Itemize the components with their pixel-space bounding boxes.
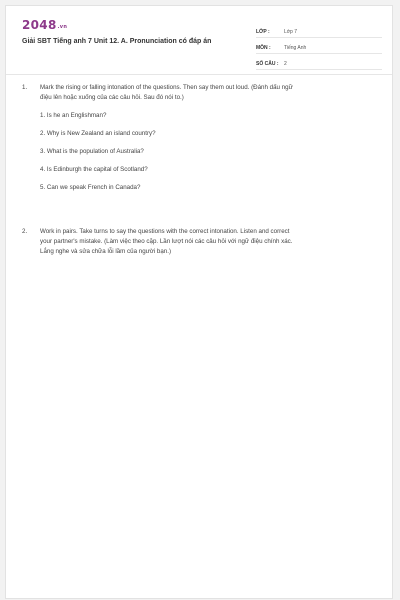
meta-value-subject: Tiếng Anh (284, 45, 307, 51)
list-item: 4. Is Edinburgh the capital of Scotland? (40, 166, 148, 173)
question-text-line: your partner's mistake. (Làm việc theo cặp. Lần lượt nói các câu hỏi với ngữ điệu chính xác. (40, 238, 293, 245)
question-text-line: Lắng nghe và sửa chữa lỗi lầm của người bạn.) (40, 248, 172, 255)
question-1 (22, 83, 372, 193)
logo-text: 2048 (22, 18, 57, 32)
document-page (5, 5, 393, 599)
meta-label-grade: LỚP : (256, 29, 270, 35)
site-logo[interactable] (22, 18, 67, 32)
question-text-line: Work in pairs. Take turns to say the questions with the correct intonation. Listen and correct (40, 228, 290, 235)
question-body (40, 83, 372, 193)
meta-label-subject: MÔN : (256, 45, 271, 51)
question-text-line: điệu lên hoặc xuống của các câu hỏi. Sau đó nói to.) (40, 94, 184, 101)
meta-row-count (256, 54, 382, 70)
question-number: 2. (22, 228, 28, 235)
logo-suffix: .vn (57, 24, 68, 30)
list-item: 5. Can we speak French in Canada? (40, 184, 141, 191)
question-body (40, 227, 372, 257)
document-title: Giải SBT Tiếng anh 7 Unit 12. A. Pronunciation có đáp án (22, 38, 212, 45)
meta-value-count: 2 (284, 61, 287, 67)
meta-row-subject (256, 38, 382, 54)
header-divider (6, 74, 392, 75)
question-2 (22, 227, 372, 257)
question-number: 1. (22, 84, 28, 91)
meta-row-grade (256, 22, 382, 38)
list-item: 2. Why is New Zealand an island country? (40, 130, 156, 137)
meta-label-count: SỐ CÂU : (256, 61, 279, 67)
meta-value-grade: Lớp 7 (284, 29, 298, 35)
question-text-line: Mark the rising or falling intonation of the questions. Then say them out loud. (Đánh dấu ngữ (40, 84, 293, 91)
list-item: 1. Is he an Englishman? (40, 112, 107, 119)
meta-info (256, 22, 382, 70)
list-item: 3. What is the population of Australia? (40, 148, 144, 155)
